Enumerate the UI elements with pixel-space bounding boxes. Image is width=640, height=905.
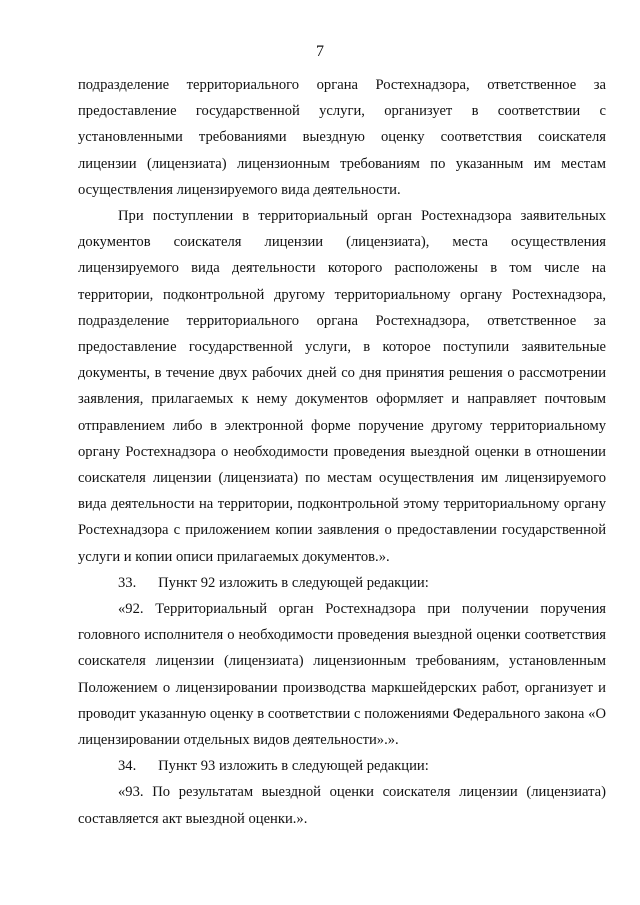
- paragraph-territorial-body: При поступлении в территориальный орган Ростехнадзора заявительных документов соискателя лицензии (лицензиата), места осуществления лицензируемого вида деятельности которого расположены в том числе на территории, подконтрольной другому территориальному органу Ростехнадзора, подразделение территориального органа Ростехнадзора, ответственное за предоставление государственной услуги, в которое поступили заявительные документы, в течение двух рабочих дней со дня принятия решения о рассмотрении заявления, прилагаемых к нему документов оформляет и направляет почтовым отправлением либо в электронной форме поручение другому территориальному органу Ростехнадзора о необходимости проведения выездной оценки в отношении соискателя лицензии (лицензиата) по местам осуществления им лицензируемого вида деятельности на территории, подконтрольной этому территориальному органу Ростехнадзора с приложением копии заявления о предоставлении государственной услуги и копии описи прилагаемых документов.».: [78, 208, 606, 565]
- paragraph-item-33: 33. Пункт 92 изложить в следующей редакции:: [118, 574, 429, 591]
- paragraph-point-92: «92. Территориальный орган Ростехнадзора при получении поручения головного исполнителя о необходимости проведения выездной оценки соответствия соискателя лицензии (лицензиата) лицензионным требованиям, установленным Положением о лицензировании производства маркшейдерских работ, организует и проводит указанную оценку в соответствии с положениями Федерального закона «О лицензировании отдельных видов деятельности».».: [78, 601, 606, 749]
- document-body: [78, 72, 606, 832]
- paragraph-item-34: 34. Пункт 93 изложить в следующей редакции:: [118, 758, 429, 775]
- paragraph-point-93: «93. По результатам выездной оценки соискателя лицензии (лицензиата) составляется акт выездной оценки.».: [78, 784, 606, 827]
- paragraph-continuation: подразделение территориального органа Ростехнадзора, ответственное за предоставление государственной услуги, организует в соответствии с установленными требованиями выездную оценку соответствия соискателя лицензии (лицензиата) лицензионным требованиям по указанным им местам осуществления лицензируемого вида деятельности.: [78, 77, 606, 198]
- page-number: 7: [316, 43, 324, 60]
